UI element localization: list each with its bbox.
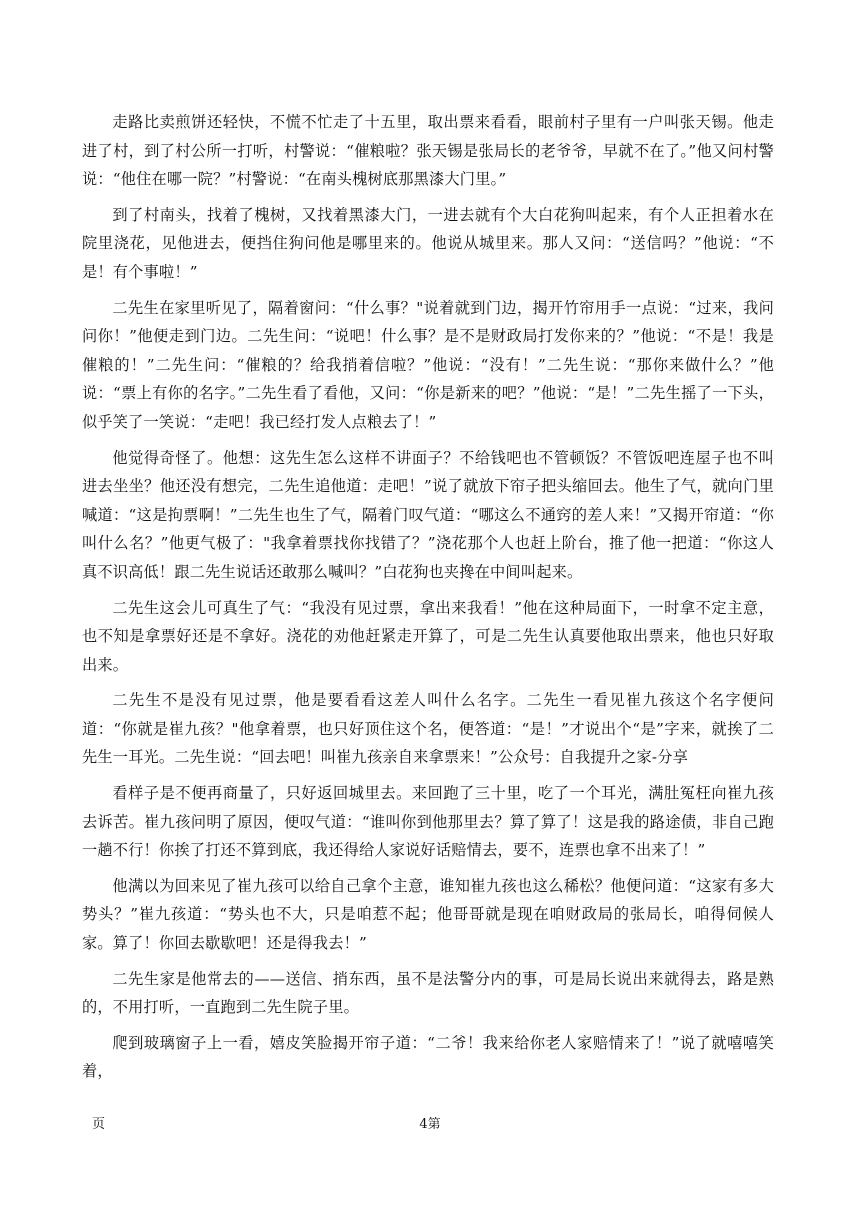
paragraph-2: 到了村南头，找着了槐树，又找着黑漆大门，一进去就有个大白花狗叫起来，有个人正担着水在院里浇花，见他进去，便挡住狗问他是哪里来的。他说从城里来。那人又问：“送信吗？”他说：“不是！有个事啦！” (82, 205, 774, 281)
paragraph-9: 二先生家是他常去的——送信、捎东西，虽不是法警分内的事，可是局长说出来就得去，路是熟的，不用打听，一直跑到二先生院子里。 (82, 969, 774, 1017)
paragraph-10: 爬到玻璃窗子上一看，嬉皮笑脸揭开帘子道：“二爷！我来给你老人家赔情来了！”说了就嘻嘻笑着， (82, 1033, 774, 1081)
paragraph-1: 走路比卖煎饼还轻快，不慌不忙走了十五里，取出票来看看，眼前村子里有一户叫张天锡。他走进了村，到了村公所一打听，村警说：“催粮啦？张天锡是张局长的老爷爷，早就不在了。”他又问村警说：“他住在哪一院？”村警说：“在南头槐树底那黑漆大门里。” (82, 113, 774, 189)
paragraph-8: 他满以为回来见了崔九孩可以给自己拿个主意，谁知崔九孩也这么稀松？他便问道：“这家有多大势头？”崔九孩道：“势头也不大，只是咱惹不起；他哥哥就是现在咱财政局的张局长，咱得伺候人家。算了！你回去歇歇吧！还是得我去！” (82, 876, 774, 953)
paragraph-6: 二先生不是没有见过票，他是要看看这差人叫什么名字。二先生一看见崔九孩这个名字便问道：“你就是崔九孩？"他拿着票，也只好顶住这个名，便答道：“是！”才说出个“是”字来，就挨了二先生一耳光。二先生说：“回去吧！叫崔九孩亲自来拿票来！”公众号：自我提升之家-分享 (82, 691, 774, 767)
footer-page-number: 4第 (419, 1117, 441, 1132)
document-body (82, 108, 774, 1093)
footer-page-label: 页 (92, 1117, 106, 1132)
paragraph-7: 看样子是不便再商量了，只好返回城里去。来回跑了三十里，吃了一个耳光，满肚冤枉向崔九孩去诉苦。崔九孩问明了原因，便叹气道：“谁叫你到他那里去？算了算了！这是我的路途债，非自己跑一趟不行！你挨了打还不算到底，我还得给人家说好话赔情去，要不，连票也拿不出来了！” (82, 784, 774, 860)
paragraph-3: 二先生在家里听见了，隔着窗问：“什么事？"说着就到门边，揭开竹帘用手一点说：“过来，我问问你！”他便走到门边。二先生问：“说吧！什么事？是不是财政局打发你来的？”他说：“不是！我是催粮的！”二先生问：“催粮的？给我捎着信啦？”他说：“没有！”二先生说：“那你来做什么？”他说：“票上有你的名字。”二先生看了看他，又问：“你是新来的吧？”他说：“是！”二先生摇了一下头，似乎笑了一笑说：“走吧！我已经打发人点粮去了！” (82, 298, 774, 431)
paragraph-5: 二先生这会儿可真生了气：“我没有见过票，拿出来我看！”他在这种局面下，一时拿不定主意，也不知是拿票好还是不拿好。浇花的劝他赶紧走开算了，可是二先生认真要他取出票来，他也只好取出来。 (82, 598, 774, 674)
paragraph-4: 他觉得奇怪了。他想：这先生怎么这样不讲面子？不给钱吧也不管顿饭？不管饭吧连屋子也不叫进去坐坐？他还没有想完，二先生追他道：走吧！”说了就放下帘子把头缩回去。他生了气，就向门里喊道：“这是拘票啊！”二先生也生了气，隔着门叹气道：“哪这么不通窍的差人来！”又揭开帘道：“你叫什么名？”他更气极了："我拿着票找你找错了？”浇花那个人也赶上阶台，推了他一把道：“你这人真不识高低！跟二先生说话还敢那么喊叫？”白花狗也夹搀在中间叫起来。 (82, 448, 774, 581)
